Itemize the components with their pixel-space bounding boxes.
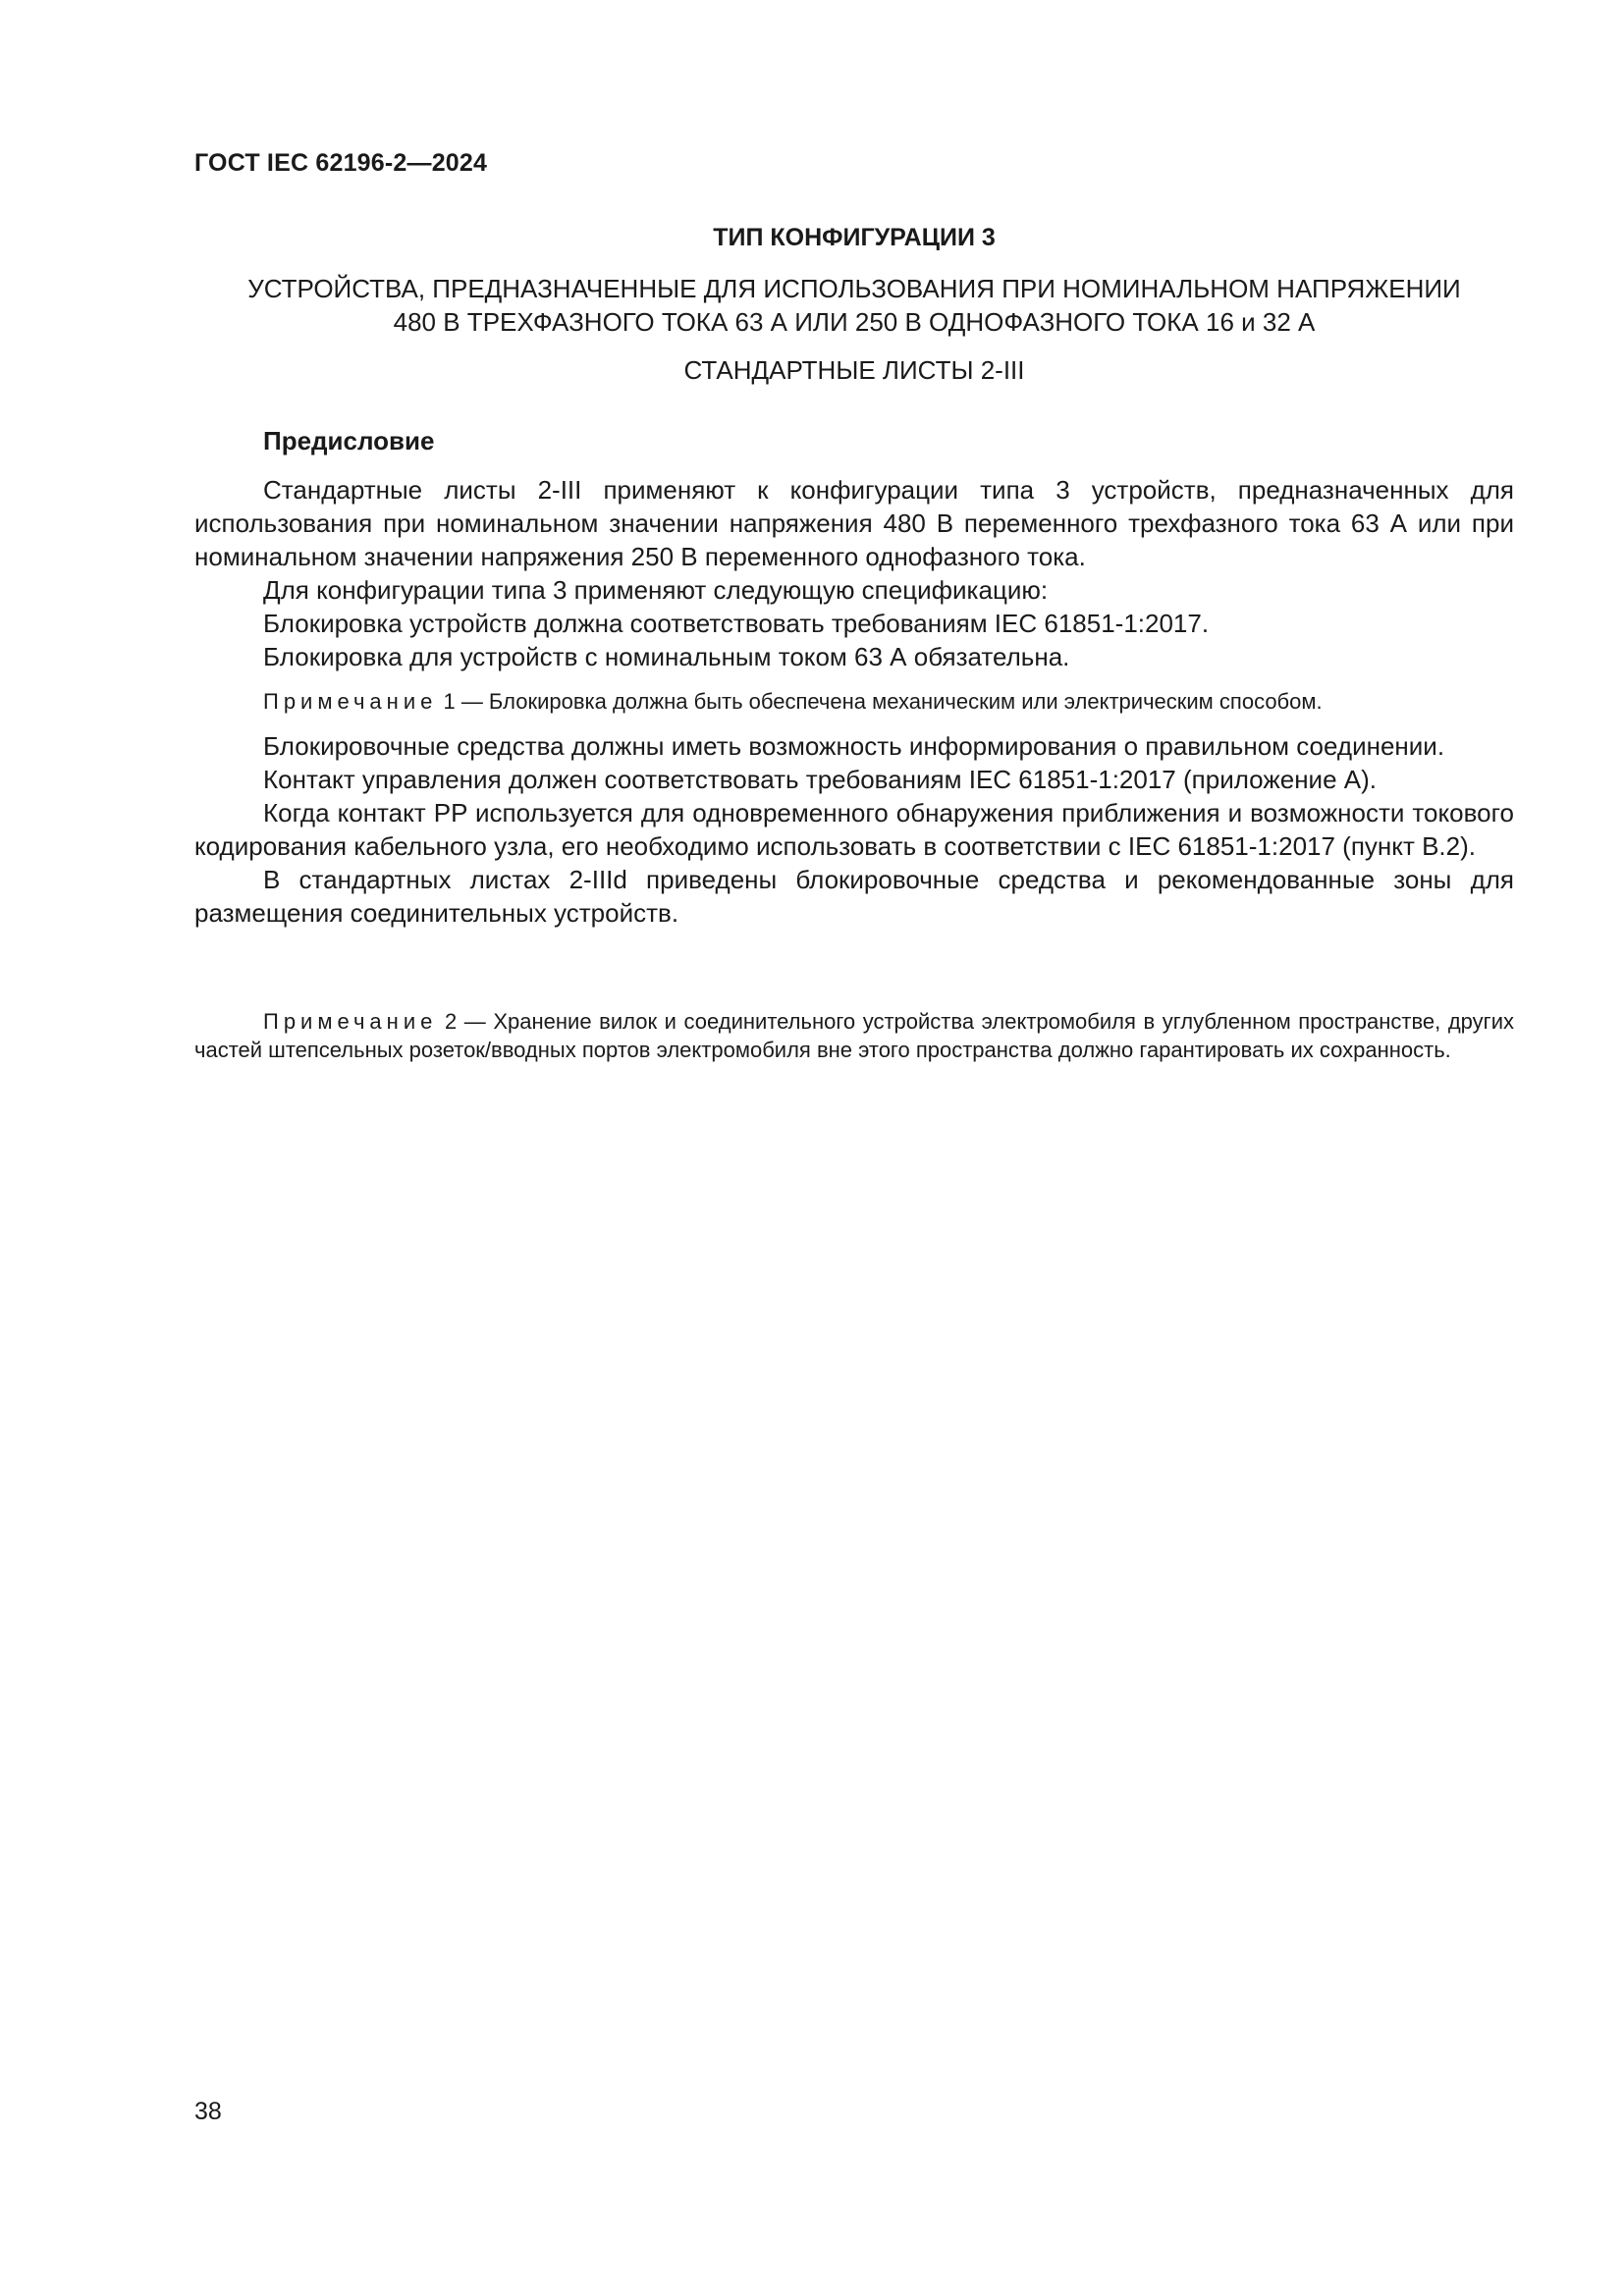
note-2-label: Примечание bbox=[263, 1009, 438, 1034]
page-number: 38 bbox=[194, 2098, 222, 2125]
note-1-paragraph bbox=[194, 687, 1514, 716]
paragraph: Блокировочные средства должны иметь возможность информирования о правильном соединении. bbox=[263, 731, 1445, 761]
note-2 bbox=[194, 1007, 1514, 1064]
note-2-text: 2 — Хранение вилок и соединительного устройства электромобиля в углубленном пространстве, других частей штепсельных розеток/вводных портов электромобиля вне этого пространства должно гарантировать их сохранность. bbox=[194, 1009, 1514, 1062]
foreword-body-part-2 bbox=[194, 729, 1514, 930]
paragraph: Блокировка устройств должна соответствовать требованиям IEC 61851-1:2017. bbox=[263, 609, 1210, 638]
paragraph: Блокировка для устройств с номинальным током 63 А обязательна. bbox=[263, 642, 1070, 671]
foreword-heading: Предисловие bbox=[263, 426, 435, 455]
note-1-text: 1 — Блокировка должна быть обеспечена механическим или электрическим способом. bbox=[443, 689, 1323, 714]
section-title: ТИП КОНФИГУРАЦИИ 3 bbox=[713, 224, 996, 251]
paragraph: Стандартные листы 2-III применяют к конфигурации типа 3 устройств, предназначенных для использования при номинальном значении напряжения 480 В переменного трехфазного тока 63 А или при номинальном значении напряжения 250 В переменного однофазного тока. bbox=[194, 475, 1514, 571]
section-subtitle-line-1: УСТРОЙСТВА, ПРЕДНАЗНАЧЕННЫЕ ДЛЯ ИСПОЛЬЗОВАНИЯ ПРИ НОМИНАЛЬНОМ НАПРЯЖЕНИИ bbox=[247, 274, 1461, 303]
note-1 bbox=[194, 687, 1514, 716]
section-sheets-label: СТАНДАРТНЫЕ ЛИСТЫ 2-III bbox=[683, 355, 1025, 385]
paragraph: Для конфигурации типа 3 применяют следующую спецификацию: bbox=[263, 575, 1049, 605]
paragraph: Контакт управления должен соответствовать требованиям IEC 61851-1:2017 (приложение А). bbox=[263, 765, 1377, 794]
note-2-paragraph bbox=[194, 1007, 1514, 1064]
section-subtitle bbox=[194, 272, 1514, 339]
foreword-body-part-1 bbox=[194, 473, 1514, 673]
document-code: ГОСТ IEC 62196-2—2024 bbox=[194, 149, 488, 177]
paragraph: В стандартных листах 2-IIId приведены блокировочные средства и рекомендованные зоны для размещения соединительных устройств. bbox=[194, 865, 1514, 928]
note-1-label: Примечание bbox=[263, 689, 438, 714]
paragraph: Когда контакт PP используется для одновременного обнаружения приближения и возможности токового кодирования кабельного узла, его необходимо использовать в соответствии с IEC 61851-1:2017 (пункт В.2). bbox=[194, 798, 1514, 861]
section-subtitle-line-2: 480 В ТРЕХФАЗНОГО ТОКА 63 А ИЛИ 250 В ОДНОФАЗНОГО ТОКА 16 и 32 А bbox=[393, 307, 1316, 337]
